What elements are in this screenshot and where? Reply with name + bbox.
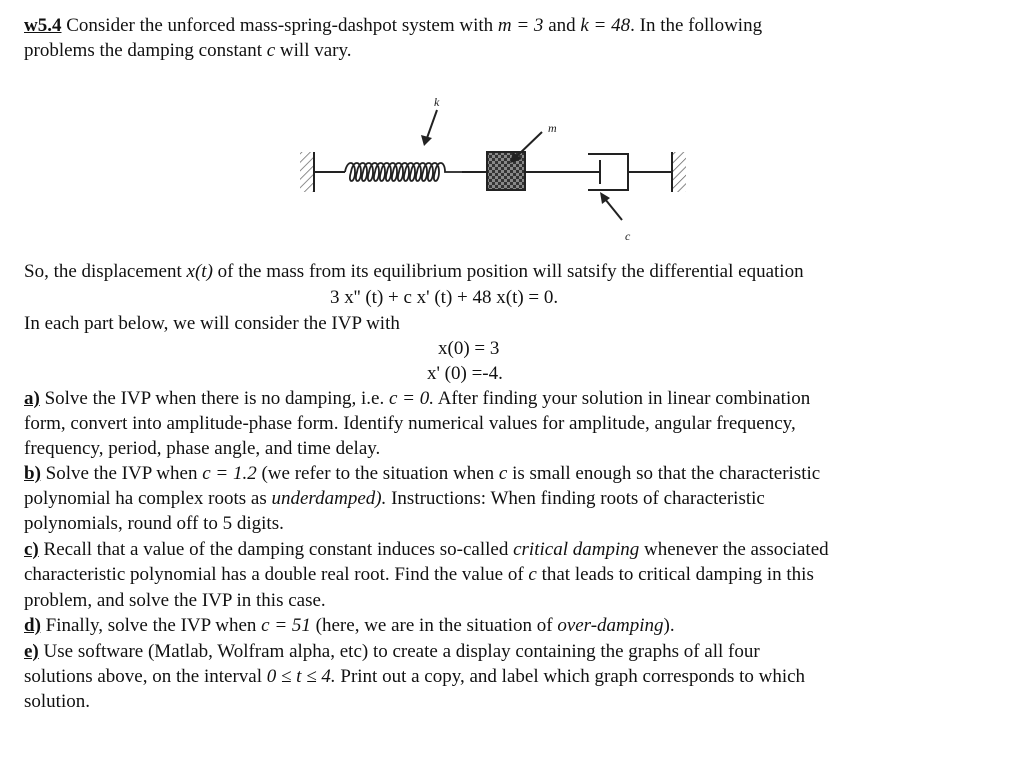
spring-arrow (421, 110, 437, 146)
spring-coil (345, 163, 462, 181)
and-word: and (548, 15, 576, 36)
ivp-intro: In each part below, we will consider the IVP with (24, 313, 400, 334)
dashpot-arrow (600, 192, 622, 220)
problem-header-line-2 (24, 39, 352, 63)
part-c-line-3: problem, and solve the IVP in this case. (24, 590, 326, 611)
part-b-line-1 (24, 462, 820, 486)
problem-text-2-tail: will vary. (279, 40, 352, 61)
mass-value: m = 3 (497, 15, 544, 36)
intro-text-a: So, the displacement (24, 261, 182, 282)
part-a-line-3: frequency, period, phase angle, and time delay. (24, 438, 381, 459)
part-e-text-2c: Print out a copy, and label which graph corresponds to which (340, 666, 806, 687)
dashpot (525, 154, 672, 190)
part-b-c-value: c = 1.2 (202, 463, 257, 484)
problem-text: Consider the unforced mass-spring-dashpot system with (66, 15, 494, 36)
right-wall (672, 152, 686, 192)
part-d-over-damping: over-damping (557, 615, 664, 636)
part-b-text-1e: is small enough so that the characteristic (512, 463, 821, 484)
part-d-c-value: c = 51 (261, 615, 311, 636)
part-d-label: d) (24, 615, 41, 636)
problem-text-tail: . In the following (630, 15, 763, 36)
displacement-var: x(t) (186, 261, 213, 282)
part-c-line-2 (24, 563, 814, 587)
part-e-interval: 0 ≤ t ≤ 4. (266, 666, 336, 687)
part-e-line-1 (24, 640, 760, 664)
spring-label: k (434, 95, 440, 109)
initial-condition-2: x' (0) =-4. (427, 363, 503, 384)
part-c-text-2a: characteristic polynomial has a double real root. Find the value of (24, 564, 524, 585)
problem-label: w5.4 (24, 15, 62, 36)
differential-equation: 3 x'' (t) + c x' (t) + 48 x(t) = 0. (330, 287, 559, 308)
part-b-label: b) (24, 463, 41, 484)
part-c-critical-damping: critical damping (513, 539, 640, 560)
part-a-text-1a: Solve the IVP when there is no damping, i.e. (44, 388, 385, 409)
part-d-text-1c: (here, we are in the situation of (315, 615, 553, 636)
part-c-text-2c: that leads to critical damping in this (541, 564, 814, 585)
part-e-text-2a: solutions above, on the interval (24, 666, 262, 687)
left-wall (300, 152, 314, 192)
part-c-line-1 (24, 538, 829, 562)
part-d-text-1a: Finally, solve the IVP when (45, 615, 257, 636)
part-b-c-var: c (498, 463, 508, 484)
part-b-text-1a: Solve the IVP when (45, 463, 198, 484)
spring-value: k = 48 (580, 15, 631, 36)
problem-header-line-1 (24, 14, 762, 38)
part-e-label: e) (24, 641, 39, 662)
intro-line (24, 260, 804, 284)
part-d-line-1 (24, 614, 675, 638)
part-b-text-2c: Instructions: When finding roots of characteristic (391, 488, 765, 509)
part-b-line-2 (24, 487, 765, 511)
part-b-line-3: polynomials, round off to 5 digits. (24, 513, 284, 534)
part-e-line-2 (24, 665, 805, 689)
part-c-text-1c: whenever the associated (643, 539, 829, 560)
dashpot-label: c (625, 229, 631, 243)
part-a-line-2: form, convert into amplitude-phase form. Identify numerical values for amplitude, angular frequency, (24, 413, 796, 434)
problem-text-2: problems the damping constant (24, 40, 262, 61)
part-d-text-1e: ). (663, 615, 675, 636)
mass-label: m (548, 121, 557, 135)
part-a-text-1c: After finding your solution in linear combination (437, 388, 811, 409)
part-e-text-1: Use software (Matlab, Wolfram alpha, etc) to create a display containing the graphs of all four (43, 641, 760, 662)
mass-spring-dashpot-diagram (0, 80, 1024, 260)
part-b-underdamped: underdamped). (271, 488, 387, 509)
part-c-text-1a: Recall that a value of the damping constant induces so-called (43, 539, 509, 560)
part-c-label: c) (24, 539, 39, 560)
part-a-line-1 (24, 387, 810, 411)
part-b-text-1c: (we refer to the situation when (261, 463, 495, 484)
part-b-text-2a: polynomial ha complex roots as (24, 488, 267, 509)
initial-condition-1: x(0) = 3 (438, 338, 500, 359)
part-e-line-3: solution. (24, 691, 90, 712)
part-a-c-value: c = 0. (388, 388, 434, 409)
part-c-c-var: c (528, 564, 537, 585)
intro-text-b: of the mass from its equilibrium position will satsify the differential equation (217, 261, 804, 282)
damping-var: c (266, 40, 276, 61)
part-a-label: a) (24, 388, 40, 409)
